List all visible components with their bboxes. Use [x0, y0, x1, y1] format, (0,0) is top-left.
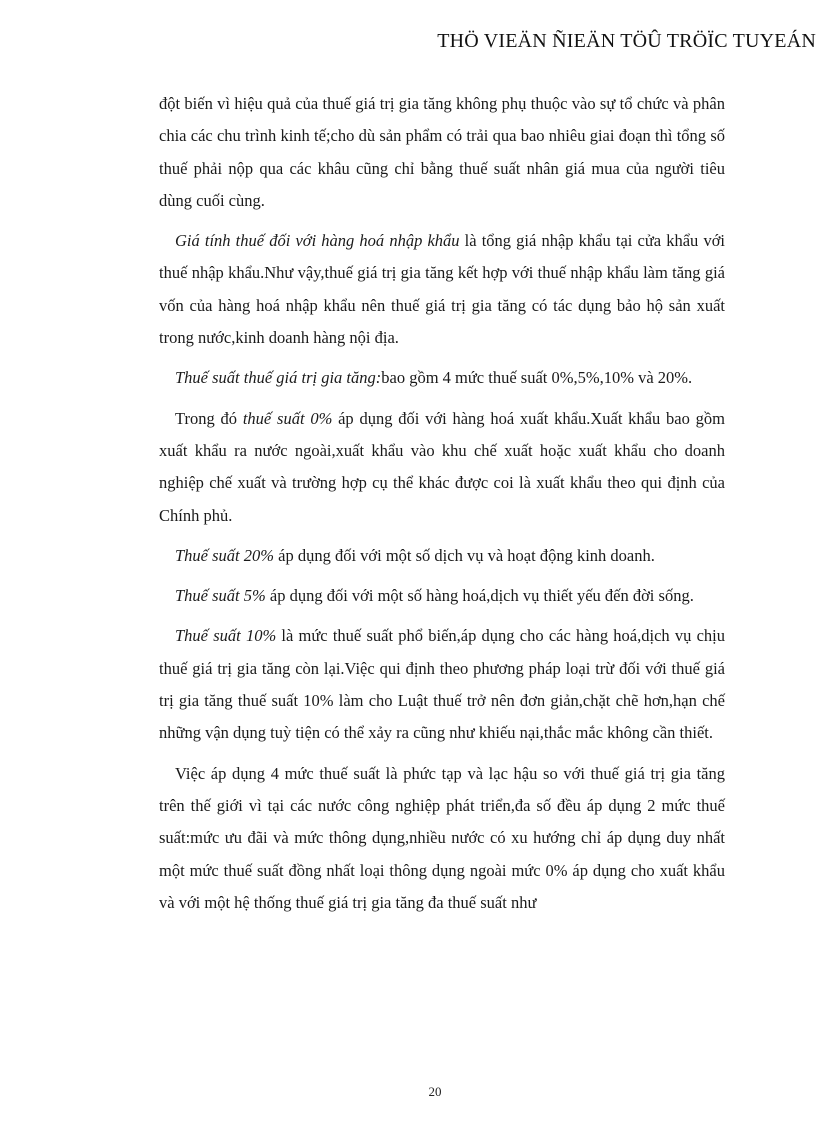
paragraph-text: bao gồm 4 mức thuế suất 0%,5%,10% và 20%. — [381, 368, 693, 388]
italic-term: Giá tính thuế đối với hàng hoá nhập khẩu — [175, 231, 460, 251]
paragraph-text: áp dụng đối với một số dịch vụ và hoạt động kinh doanh. — [274, 545, 655, 565]
italic-term: Thuế suất 5% — [175, 586, 266, 606]
paragraph-rate-0 — [159, 403, 725, 532]
body-text — [159, 88, 725, 927]
italic-term: Thuế suất 20% — [175, 545, 274, 565]
paragraph-rate-5 — [159, 580, 725, 612]
paragraph-continuation — [159, 88, 725, 217]
paragraph-vat-rates — [159, 362, 725, 394]
paragraph-four-rates — [159, 758, 725, 919]
italic-term: thuế suất 0% — [242, 408, 333, 428]
italic-term: Thuế suất 10% — [175, 626, 277, 646]
paragraph-text: là mức thuế suất phổ biến,áp dụng cho các hàng hoá,dịch vụ chịu thuế giá trị gia tăng còn lại.Việc qui định theo phương pháp loại trừ đối với thuế giá trị gia tăng thuế suất 10% làm cho Luật thuế trở nên đơn giản,chặt chẽ hơn,hạn chế những vận dụng tuỳ tiện có thể xảy ra cũng như khiếu nại,thắc mắc không cần thiết. — [159, 626, 726, 743]
paragraph-text: Trong đó — [175, 408, 243, 428]
paragraph-rate-20 — [159, 540, 725, 572]
paragraph-text: là tổng giá nhập khẩu tại cửa khẩu với thuế nhập khẩu.Như vậy,thuế giá trị gia tăng kết hợp với thuế nhập khẩu làm tăng giá vốn của hàng hoá nhập khẩu nên thuế giá trị gia tăng có tác dụng bảo hộ sản xuất trong nước,kinh doanh hàng nội địa. — [159, 231, 726, 348]
paragraph-text: đột biến vì hiệu quả của thuế giá trị gia tăng không phụ thuộc vào sự tổ chức và phân chia các chu trình kinh tế;cho dù sản phẩm có trải qua bao nhiêu giai đoạn thì tổng số thuế phải nộp qua các khâu cũng chỉ bằng thuế suất nhân giá mua của người tiêu dùng cuối cùng. — [159, 94, 725, 210]
paragraph-import-price — [159, 225, 725, 354]
page-number: 20 — [428, 1084, 442, 1099]
italic-term: Thuế suất thuế giá trị gia tăng: — [175, 368, 382, 388]
paragraph-text: áp dụng đối với một số hàng hoá,dịch vụ thiết yếu đến đời sống. — [265, 586, 694, 606]
paragraph-text: Việc áp dụng 4 mức thuế suất là phức tạp và lạc hậu so với thuế giá trị gia tăng trên thế giới vì tại các nước công nghiệp phát triển,đa số đều áp dụng 2 mức thuế suất:mức ưu đãi và mức thông dụng,nhiều nước có xu hướng chỉ áp dụng duy nhất một mức thuế suất đồng nhất loại thông dụng ngoài mức 0% áp dụng cho xuất khẩu và với một hệ thống thuế giá trị gia tăng đa thuế suất như — [159, 763, 725, 912]
page-header: THÖ VIEÄN ÑIEÄN TÖÛ TRÖÏC TUYEÁN — [437, 30, 816, 52]
paragraph-text: áp dụng đối với hàng hoá xuất khẩu.Xuất khẩu bao gồm xuất khẩu ra nước ngoài,xuất khẩu vào khu chế xuất hoặc xuất khẩu cho doanh nghiệp chế xuất và trường hợp cụ thể khác được coi là xuất khẩu theo qui định của Chính phủ. — [159, 408, 725, 525]
paragraph-rate-10 — [159, 620, 725, 749]
